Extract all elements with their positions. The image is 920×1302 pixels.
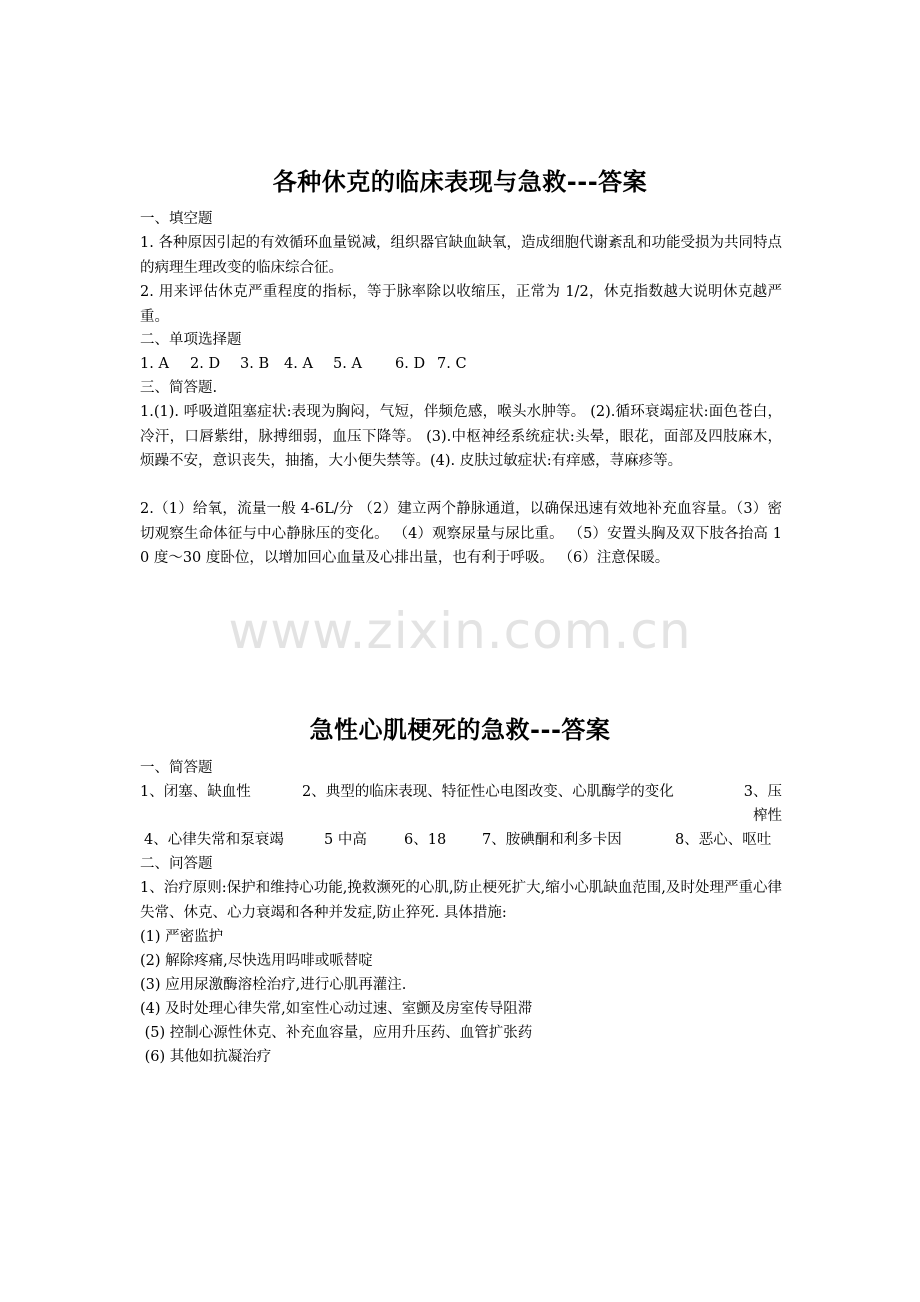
- choice-answer: 2. D: [190, 356, 221, 372]
- choice-answer: 1. A: [140, 356, 169, 372]
- fill-heading: 一、填空题: [140, 211, 213, 227]
- measure-item: (3) 应用尿激酶溶栓治疗,进行心肌再灌注.: [140, 977, 407, 993]
- measure-item: (5) 控制心源性休克、补充血容量，应用升压药、血管扩张药: [140, 1025, 533, 1041]
- fill-answer-2: 2. 用来评估休克严重程度的指标，等于脉率除以收缩压，正常为 1/2，休克指数越大说明休克越严重。: [140, 284, 782, 325]
- short-answer-2: 2.（1）给氧，流量一般 4-6L/分 （2）建立两个静脉通道，以确保迅速有效地补充血容量。（3）密切观察生命体征与中心静脉压的变化。 （4）观察尿量与尿比重。 （5）安置头胸及双下肢各抬高 10 度～30 度卧位，以增加回心血量及心排出量，也有利于呼吸。 （6）注意保暖。: [140, 501, 782, 566]
- choice-heading: 二、单项选择题: [140, 332, 242, 348]
- choice-answer: 3. B: [240, 356, 270, 372]
- choice-answer: 5. A: [333, 356, 362, 372]
- short-answer: 8、恶心、呕吐: [675, 832, 772, 848]
- short-answer: 3、压榨性: [743, 784, 782, 824]
- qa-answer-1: 1、治疗原则:保护和维持心功能,挽救濒死的心肌,防止梗死扩大,缩小心肌缺血范围,及时处理严重心律失常、休克、心力衰竭和各种并发症,防止猝死. 具体措施:: [140, 880, 782, 921]
- measure-item: (6) 其他如抗凝治疗: [140, 1049, 272, 1065]
- short-answer: 2、典型的临床表现、特征性心电图改变、心肌酶学的变化: [302, 784, 674, 800]
- short-answer-1: 1.(1). 呼吸道阻塞症状:表现为胸闷，气短，伴频危感，喉头水肿等。 (2).循环衰竭症状:面色苍白，冷汗，口唇紫绀，脉搏细弱，血压下降等。 (3).中枢神经系统症状:头晕，眼花，面部及四肢麻木，烦躁不安，意识丧失，抽搐，大小便失禁等。(4). 皮肤过敏症状:有痒感，荨麻疹等。: [140, 404, 782, 469]
- choice-answer: 4. A: [284, 356, 313, 372]
- short-answer: 7、胺碘酮和利多卡因: [482, 832, 622, 848]
- fill-answer-1: 1. 各种原因引起的有效循环血量锐减，组织器官缺血缺氧，造成细胞代谢紊乱和功能受损为共同特点的病理生理改变的临床综合征。: [140, 235, 782, 276]
- short-heading: 三、简答题.: [140, 380, 218, 396]
- short-answer: 1、闭塞、缺血性: [140, 784, 251, 800]
- short-answer: 5 中高: [324, 832, 367, 848]
- watermark: www.zixin.com.cn: [228, 602, 692, 660]
- short-heading-2: 一、简答题: [140, 760, 213, 776]
- short-answer: 4、心律失常和泵衰竭: [144, 832, 284, 848]
- measure-item: (1) 严密监护: [140, 929, 224, 945]
- choice-answer: 7. C: [437, 356, 467, 372]
- choice-answer: 6. D: [395, 356, 426, 372]
- short-answer: 6、18: [404, 832, 447, 848]
- section1-title: 各种休克的临床表现与急救---答案: [272, 168, 648, 196]
- measure-item: (4) 及时处理心律失常,如室性心动过速、室颤及房室传导阻滞: [140, 1001, 533, 1017]
- section2-title: 急性心肌梗死的急救---答案: [309, 716, 611, 744]
- short-answers-row-1: [140, 780, 782, 828]
- measure-item: (2) 解除疼痛,尽快选用吗啡或哌替啶: [140, 953, 373, 969]
- qa-heading: 二、问答题: [140, 856, 213, 872]
